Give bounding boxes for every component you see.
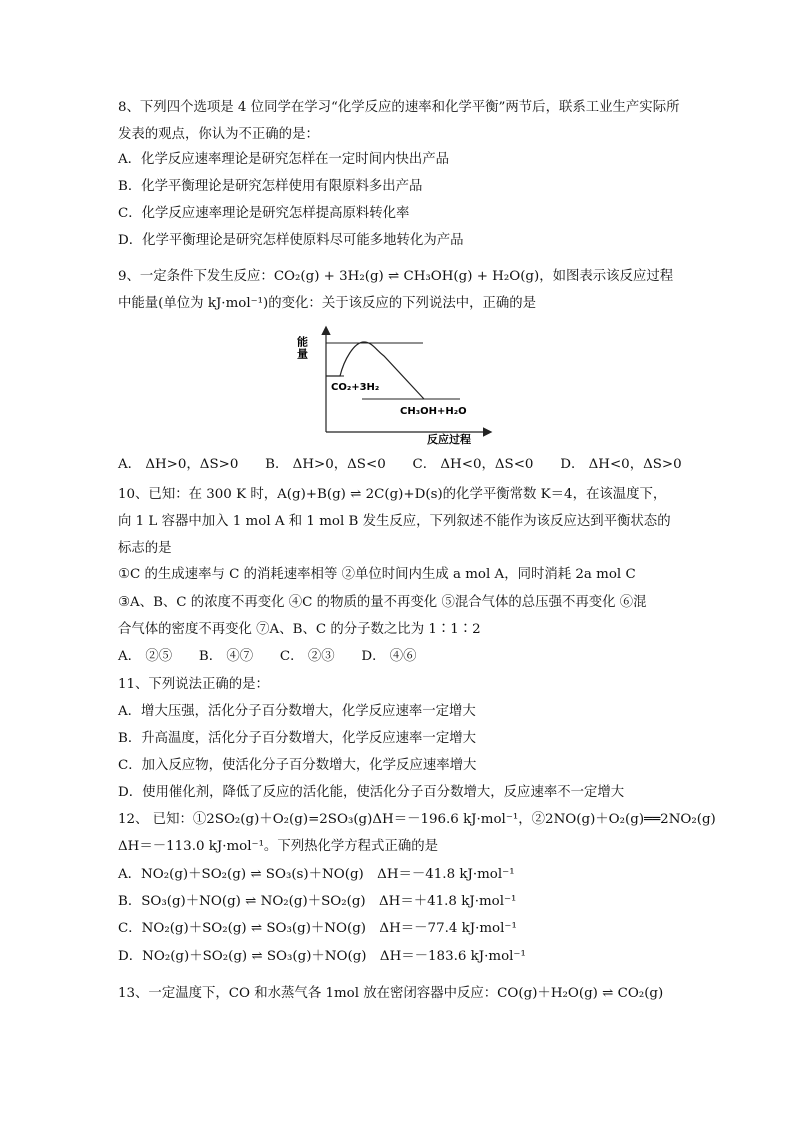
q12-line2: ΔH＝－113.0 kJ·mol⁻¹。下列热化学方程式正确的是 xyxy=(118,839,439,854)
q11-option-c: C．加入反应物，使活化分子百分数增大，化学反应速率增大 xyxy=(118,758,477,773)
reactant-label: CO₂+3H₂ xyxy=(331,382,380,393)
q10-line4: ①C 的生成速率与 C 的消耗速率相等 ②单位时间内生成 a mol A，同时消耗 2a mol C xyxy=(118,567,636,582)
q10-line5: ③A、B、C 的浓度不再变化 ④C 的物质的量不再变化 ⑤混合气体的总压强不再变化 ⑥混 xyxy=(118,595,647,610)
energy-diagram xyxy=(295,322,500,448)
y-axis-label: 能量 xyxy=(295,336,309,360)
q12-option-b: B．SO₃(g)＋NO(g) ⇌ NO₂(g)＋SO₂(g) ΔH＝＋41.8 kJ·mol⁻¹ xyxy=(118,894,517,909)
product-label: CH₃OH+H₂O xyxy=(400,406,467,417)
q11-stem: 11、下列说法正确的是： xyxy=(118,677,269,692)
q10-line1: 10、已知：在 300 K 时，A(g)+B(g) ⇌ 2C(g)+D(s)的化学平衡常数 K＝4，在该温度下， xyxy=(118,487,667,502)
q10-line6: 合气体的密度不再变化 ⑦A、B、C 的分子数之比为 1∶1∶2 xyxy=(118,622,481,637)
x-axis-label: 反应过程 xyxy=(427,433,471,446)
q11-option-a: A．增大压强，活化分子百分数增大，化学反应速率一定增大 xyxy=(118,704,476,719)
q8-option-c: C．化学反应速率理论是研究怎样提高原料转化率 xyxy=(118,206,410,221)
q13-line1: 13、一定温度下，CO 和水蒸气各 1mol 放在密闭容器中反应：CO(g)＋H₂O(g) ⇌ CO₂(g) xyxy=(118,986,664,1001)
q12-option-c: C．NO₂(g)＋SO₂(g) ⇌ SO₃(g)＋NO(g) ΔH＝－77.4 kJ·mol⁻¹ xyxy=(118,921,517,936)
q11-option-b: B．升高温度，活化分子百分数增大，化学反应速率一定增大 xyxy=(118,731,476,746)
q8-option-d: D．化学平衡理论是研究怎样使原料尽可能多地转化为产品 xyxy=(118,233,464,248)
q9-stem-line2: 中能量(单位为 kJ·mol⁻¹)的变化：关于该反应的下列说法中，正确的是 xyxy=(118,296,537,311)
q8-stem: 8、下列四个选项是 4 位同学在学习“化学反应的速率和化学平衡”两节后，联系工业生产实际所发表的观点，你认为不正确的是： xyxy=(118,100,680,142)
q12-option-d: D．NO₂(g)＋SO₂(g) ⇌ SO₃(g)＋NO(g) ΔH＝－183.6 kJ·mol⁻¹ xyxy=(118,949,526,964)
q10-line2: 向 1 L 容器中加入 1 mol A 和 1 mol B 发生反应，下列叙述不能作为该反应达到平衡状态的 xyxy=(118,514,671,529)
q8-option-a: A．化学反应速率理论是研究怎样在一定时间内快出产品 xyxy=(118,152,450,167)
q9-stem-line1: 9、一定条件下发生反应：CO₂(g) + 3H₂(g) ⇌ CH₃OH(g) + H₂O(g)，如图表示该反应过程 xyxy=(118,269,674,284)
q11-option-d: D．使用催化剂，降低了反应的活化能，使活化分子百分数增大，反应速率不一定增大 xyxy=(118,785,625,800)
q10-options: A． ②⑤ B． ④⑦ C． ②③ D． ④⑥ xyxy=(118,649,417,664)
q12-option-a: A．NO₂(g)＋SO₂(g) ⇌ SO₃(s)＋NO(g) ΔH＝－41.8 kJ·mol⁻¹ xyxy=(118,867,515,882)
q12-line1: 12、 已知：①2SO₂(g)＋O₂(g)=2SO₃(g)ΔH＝－196.6 kJ·mol⁻¹，②2NO(g)＋O₂(g)══2NO₂(g) xyxy=(118,812,716,827)
q9-options: A． ΔH>0，ΔS>0 B． ΔH>0，ΔS<0 C． ΔH<0，ΔS<0 D． ΔH<0，ΔS>0 xyxy=(118,457,682,472)
q8-option-b: B．化学平衡理论是研究怎样使用有限原料多出产品 xyxy=(118,179,423,194)
q10-line3: 标志的是 xyxy=(118,541,172,556)
